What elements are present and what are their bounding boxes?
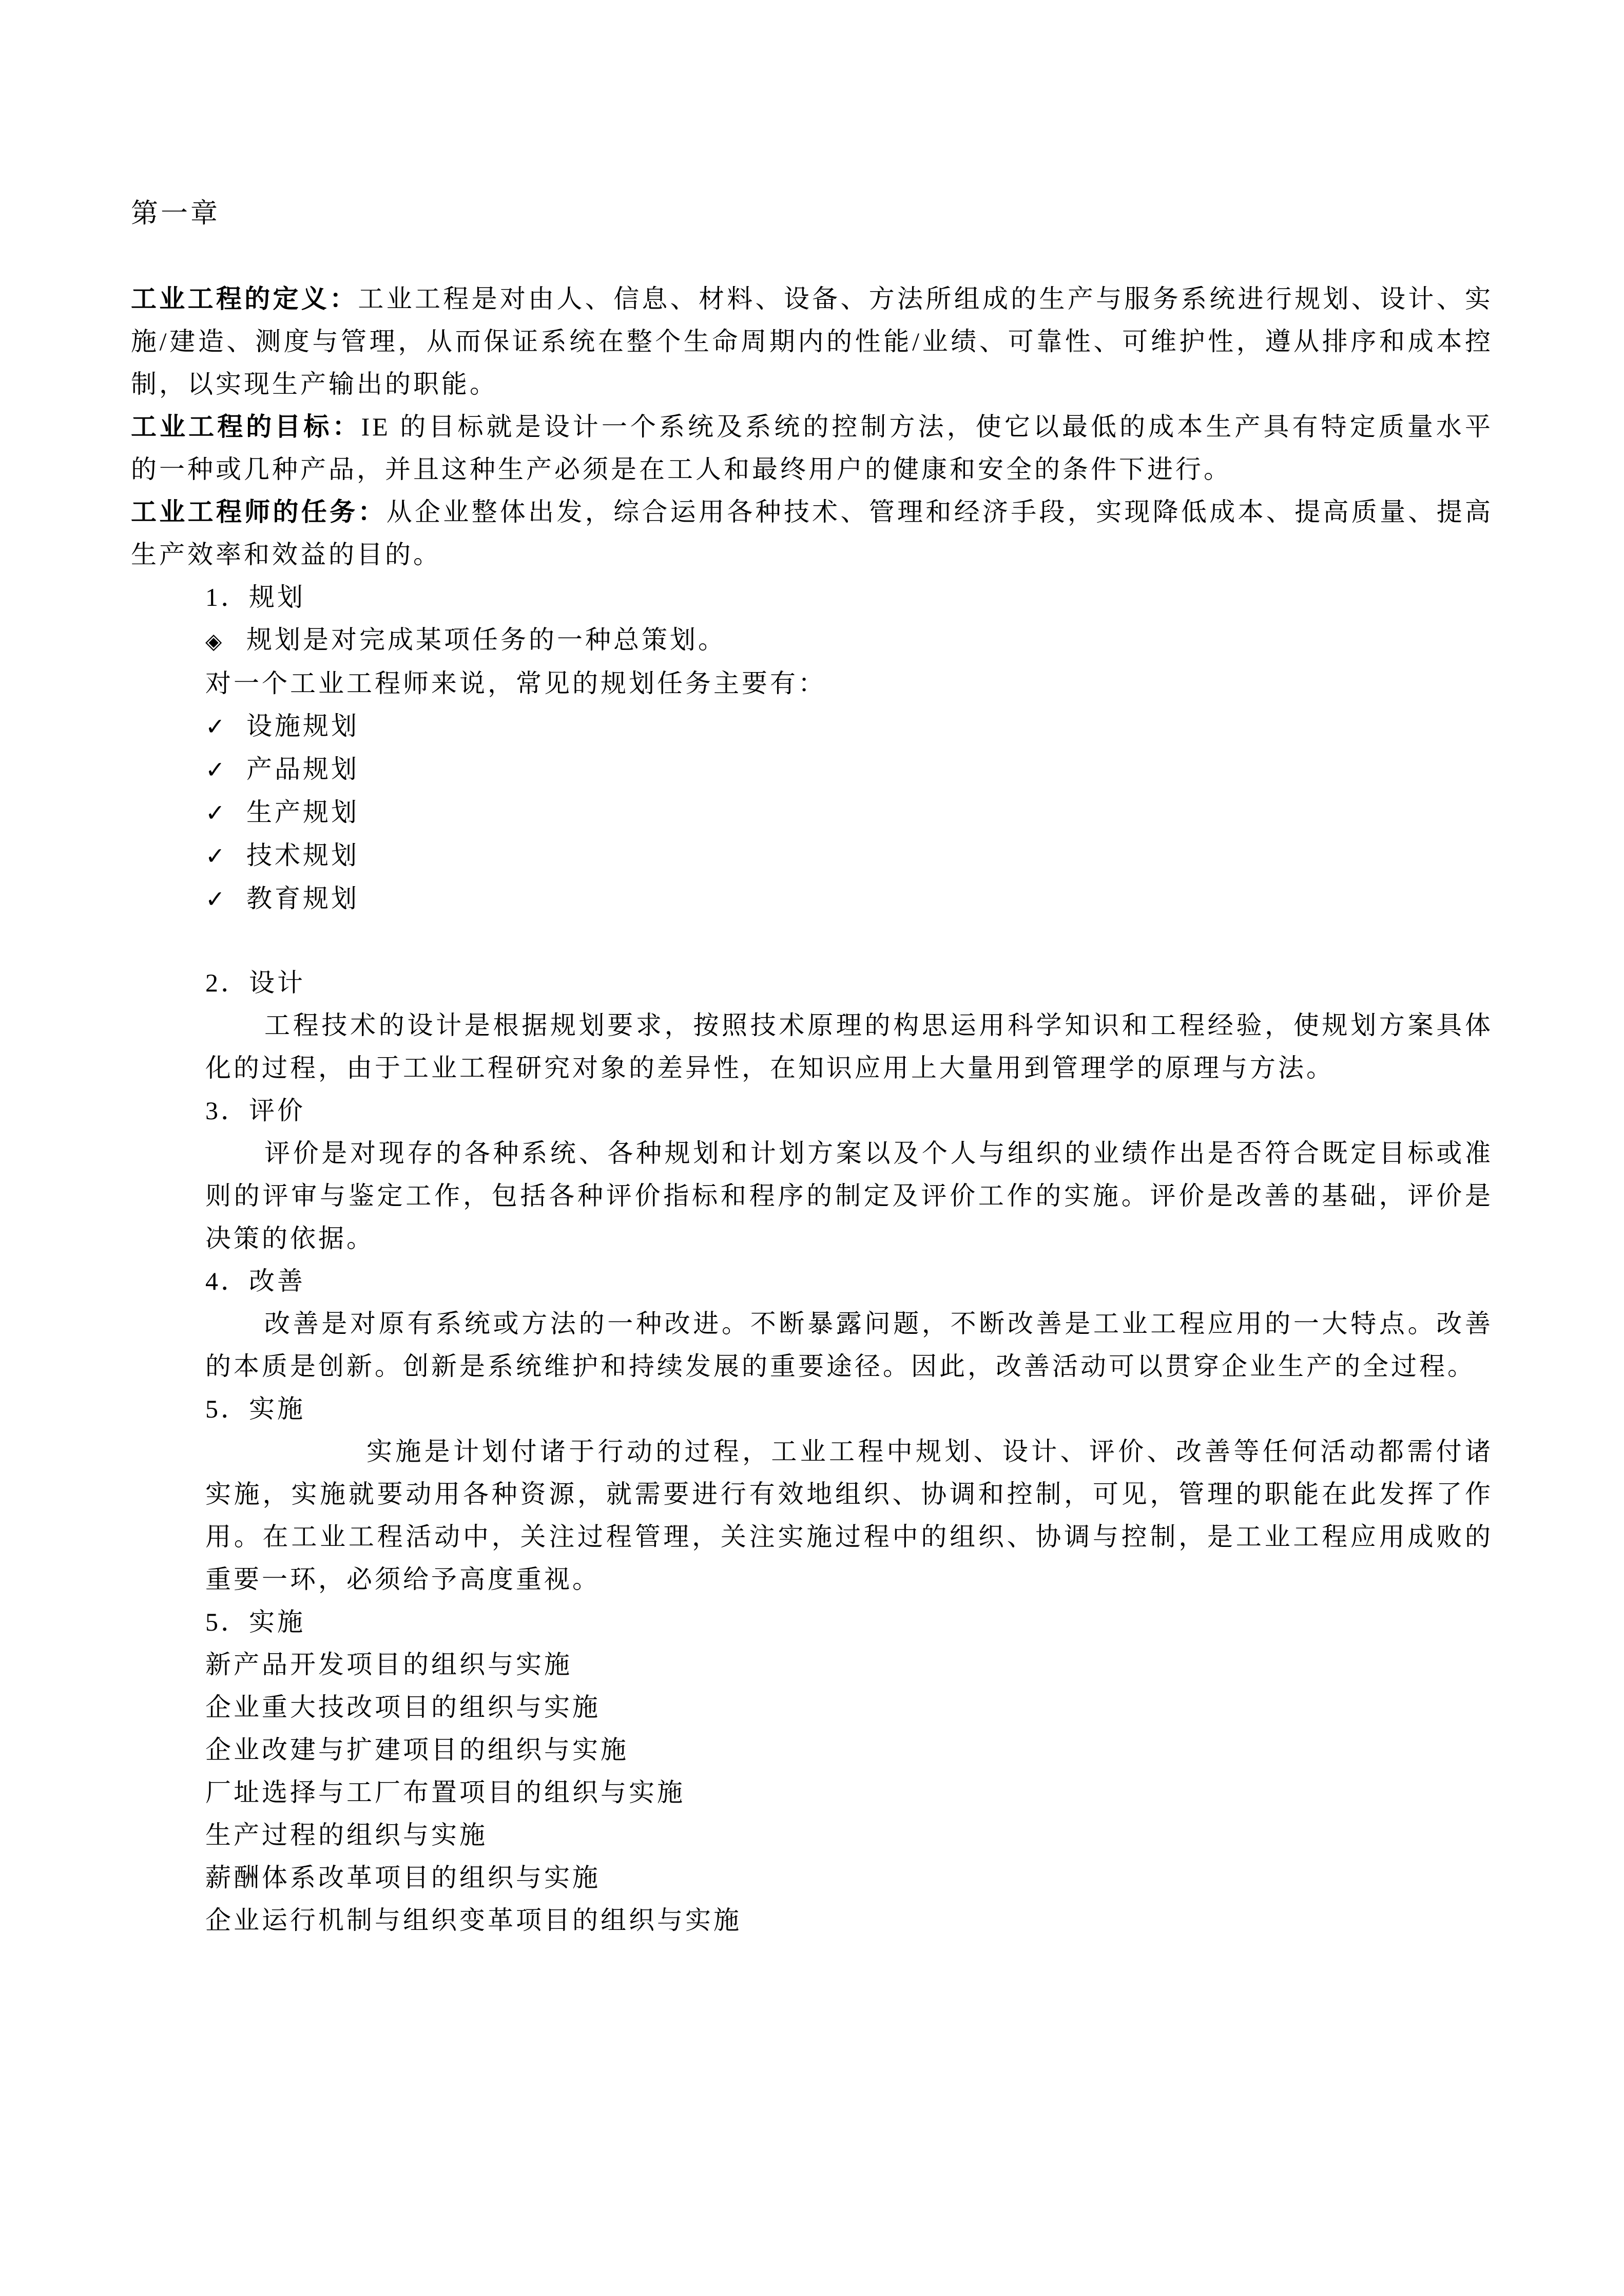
- list-item: 生产过程的组织与实施: [205, 1821, 488, 1849]
- planning-bullet-text: 规划是对完成某项任务的一种总策划。: [246, 625, 726, 654]
- check-list-item: [205, 877, 1493, 921]
- list-item: 企业重大技改项目的组织与实施: [205, 1693, 601, 1721]
- check-item-label: 教育规划: [246, 884, 359, 913]
- heading-improvement: 4．改善: [205, 1267, 305, 1295]
- planning-intro: 对一个工业工程师来说，常见的规划任务主要有：: [205, 669, 826, 698]
- definition-body: 工业工程是对由人、信息、材料、设备、方法所组成的生产与服务系统进行规划、设计、实施/建造、测度与管理，从而保证系统在整个生命周期内的性能/业绩、可靠性、可维护性，遵从排序和成本控制，以实现生产输出的职能。: [131, 284, 1494, 398]
- check-item-label: 产品规划: [246, 755, 359, 783]
- checkmark-icon: ✓: [205, 885, 225, 913]
- heading-evaluation: 3．评价: [205, 1096, 305, 1125]
- list-item: 企业运行机制与组织变革项目的组织与实施: [205, 1906, 742, 1935]
- section-evaluation: [205, 1089, 1493, 1260]
- list-item: 企业改建与扩建项目的组织与实施: [205, 1735, 629, 1764]
- design-body: 工程技术的设计是根据规划要求，按照技术原理的构思运用科学知识和工程经验，使规划方案具体化的过程，由于工业工程研究对象的差异性，在知识应用上大量用到管理学的原理与方法。: [205, 1011, 1493, 1082]
- checkmark-icon: ✓: [205, 842, 225, 870]
- check-list-item: [205, 705, 1493, 748]
- paragraph-task: [131, 491, 1493, 576]
- check-list-item: [205, 834, 1493, 877]
- heading-implementation-list: 5．实施: [205, 1608, 305, 1636]
- checkmark-icon: ✓: [205, 713, 225, 740]
- list-item: 厂址选择与工厂布置项目的组织与实施: [205, 1778, 685, 1807]
- heading-design: 2．设计: [205, 968, 305, 997]
- paragraph-goal: [131, 406, 1493, 491]
- list-item: 薪酬体系改革项目的组织与实施: [205, 1863, 601, 1892]
- improvement-body: 改善是对原有系统或方法的一种改进。不断暴露问题，不断改善是工业工程应用的一大特点。改善的本质是创新。创新是系统维护和持续发展的重要途径。因此，改善活动可以贯穿企业生产的全过程。: [205, 1309, 1493, 1381]
- chapter-title: 第一章: [131, 199, 220, 228]
- heading-planning: 1．规划: [205, 583, 305, 611]
- section-implementation-list: [205, 1601, 1493, 1942]
- section-planning: [205, 576, 1493, 921]
- check-item-label: 技术规划: [246, 841, 359, 870]
- planning-bullet-row: [205, 619, 1493, 662]
- blank-line: [131, 921, 1493, 962]
- goal-body: IE 的目标就是设计一个系统及系统的控制方法，使它以最低的成本生产具有特定质量水平的一种或几种产品，并且这种生产必须是在工人和最终用户的健康和安全的条件下进行。: [131, 412, 1493, 484]
- section-improvement: [205, 1260, 1493, 1388]
- list-item: 新产品开发项目的组织与实施: [205, 1650, 572, 1679]
- goal-label: 工业工程的目标：: [131, 412, 361, 441]
- check-list-item: [205, 791, 1493, 834]
- section-design: [205, 962, 1493, 1089]
- checkmark-icon: ✓: [205, 799, 225, 827]
- implementation-body: 实施是计划付诸于行动的过程，工业工程中规划、设计、评价、改善等任何活动都需付诸实施，实施就要动用各种资源，就需要进行有效地组织、协调和控制，可见，管理的职能在此发挥了作用。在工业工程活动中，关注过程管理，关注实施过程中的组织、协调与控制，是工业工程应用成败的重要一环，必须给予高度重视。: [205, 1437, 1493, 1594]
- check-item-label: 生产规划: [246, 798, 359, 827]
- heading-implementation: 5．实施: [205, 1394, 305, 1423]
- section-implementation: [205, 1388, 1493, 1601]
- blank-line: [131, 235, 1493, 278]
- paragraph-definition: [131, 278, 1493, 406]
- task-label: 工业工程师的任务：: [131, 498, 386, 526]
- diamond-bullet-icon: ◈: [205, 628, 222, 654]
- definition-label: 工业工程的定义：: [131, 284, 358, 313]
- task-body: 从企业整体出发，综合运用各种技术、管理和经济手段，实现降低成本、提高质量、提高生产效率和效益的目的。: [131, 498, 1494, 569]
- check-item-label: 设施规划: [246, 712, 359, 740]
- evaluation-body: 评价是对现存的各种系统、各种规划和计划方案以及个人与组织的业绩作出是否符合既定目标或准则的评审与鉴定工作，包括各种评价指标和程序的制定及评价工作的实施。评价是改善的基础，评价是决策的依据。: [205, 1139, 1493, 1253]
- check-list-item: [205, 748, 1493, 791]
- checkmark-icon: ✓: [205, 756, 225, 783]
